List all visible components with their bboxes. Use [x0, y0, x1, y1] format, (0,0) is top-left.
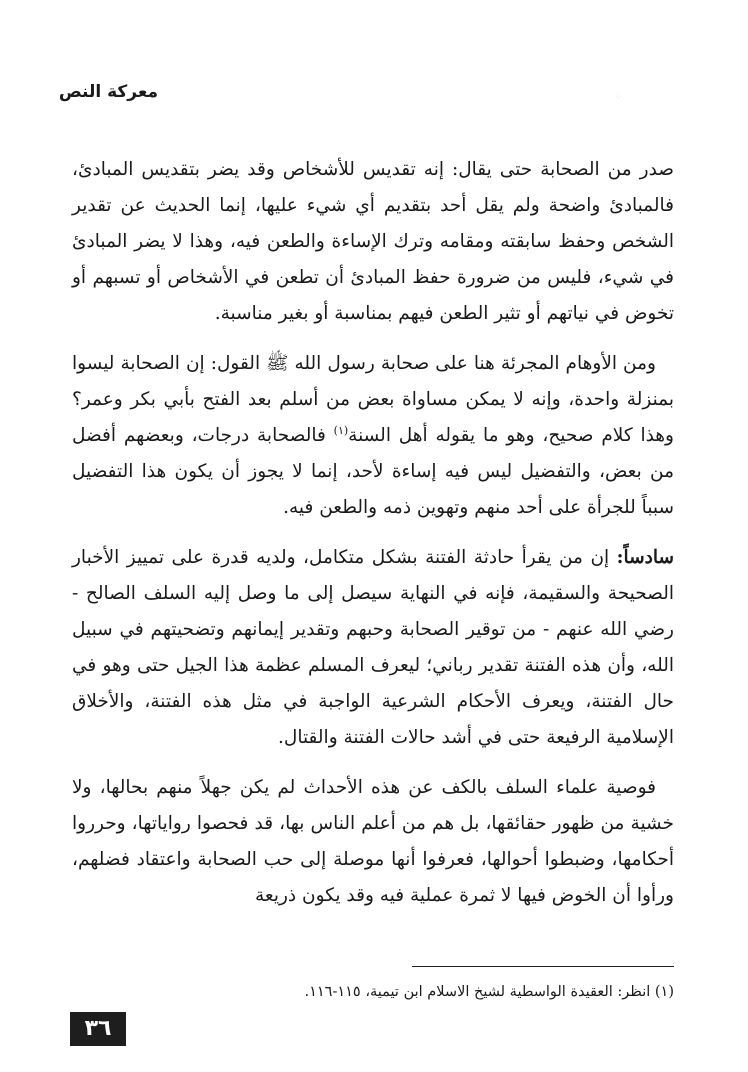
- paragraph-3-text: إن من يقرأ حادثة الفتنة بشكل متكامل، ولديه قدرة على تمييز الأخبار الصحيحة والسقيمة، فإنه في النهاية سيصل إلى ما وصل إليه السلف الصالح - رضي الله عنهم - من توقير الصحابة وحبهم وتقدير إيمانهم وتضحيتهم في سبيل الله، وأن هذه الفتنة تقدير رباني؛ ليعرف المسلم عظمة هذا الجيل حتى وهو في حال الفتنة، ويعرف الأحكام الشرعية الواجبة في مثل هذه الفتنة، والأخلاق الإسلامية الرفيعة حتى في أشد حالات الفتنة والقتال.: [72, 547, 674, 748]
- paragraph-3: [72, 540, 674, 756]
- footnote-reference: (١): [333, 423, 349, 437]
- running-title: معركة النص: [58, 82, 158, 102]
- page-number: ٣٦: [70, 1012, 126, 1046]
- footnote-divider: [412, 966, 674, 967]
- footnote: (١) انظر: العقيدة الواسطية لشيخ الاسلام ابن تيمية، ١١٥-١١٦.: [304, 984, 674, 1000]
- faint-scan-mark: ⁘: [614, 92, 623, 103]
- paragraph-2-text-after: فالصحابة درجات، وبعضهم أفضل من بعض، والتفضيل ليس فيه إساءة لأحد، إنما لا يجوز أن يكون هذا التفضيل سبباً للجرأة على أحد منهم وتهوين ذمه والطعن فيه.: [72, 425, 674, 518]
- paragraph-2: [72, 346, 674, 526]
- paragraph-1: صدر من الصحابة حتى يقال: إنه تقديس للأشخاص وقد يضر بتقديس المبادئ، فالمبادئ واضحة ولم يقل أحد بتقديم أي شيء عليها، إنما الحديث عن تقدير الشخص وحفظ سابقته ومقامه وترك الإساءة والطعن فيه، وهذا لا يضر المبادئ في شيء، فليس من ضرورة حفظ المبادئ أن تطعن في الأشخاص أو تسبهم أو تخوض في نياتهم أو تثير الطعن فيهم بمناسبة أو بغير مناسبة.: [72, 159, 674, 324]
- paragraph-2-text-before: ومن الأوهام المجرئة هنا على صحابة رسول الله ﷺ القول: إن الصحابة ليسوا بمنزلة واحدة، وإنه لا يمكن مساواة بعض من أسلم بعد الفتح بأبي بكر وعمر؟ وهذا كلام صحيح، وهو ما يقوله أهل السنة: [72, 353, 674, 446]
- body-text: [72, 152, 674, 928]
- section-lead-word: سادساً:: [616, 547, 674, 568]
- paragraph-4: فوصية علماء السلف بالكف عن هذه الأحداث لم يكن جهلاً منهم بحالها، ولا خشية من ظهور حقائقها، بل هم من أعلم الناس بها، قد فحصوا رواياتها، وحرروا أحكامها، وضبطوا أحوالها، فعرفوا أنها موصلة إلى حب الصحابة واعتقاد فضلهم، ورأوا أن الخوض فيها لا ثمرة عملية فيه وقد يكون ذريعة: [72, 777, 674, 906]
